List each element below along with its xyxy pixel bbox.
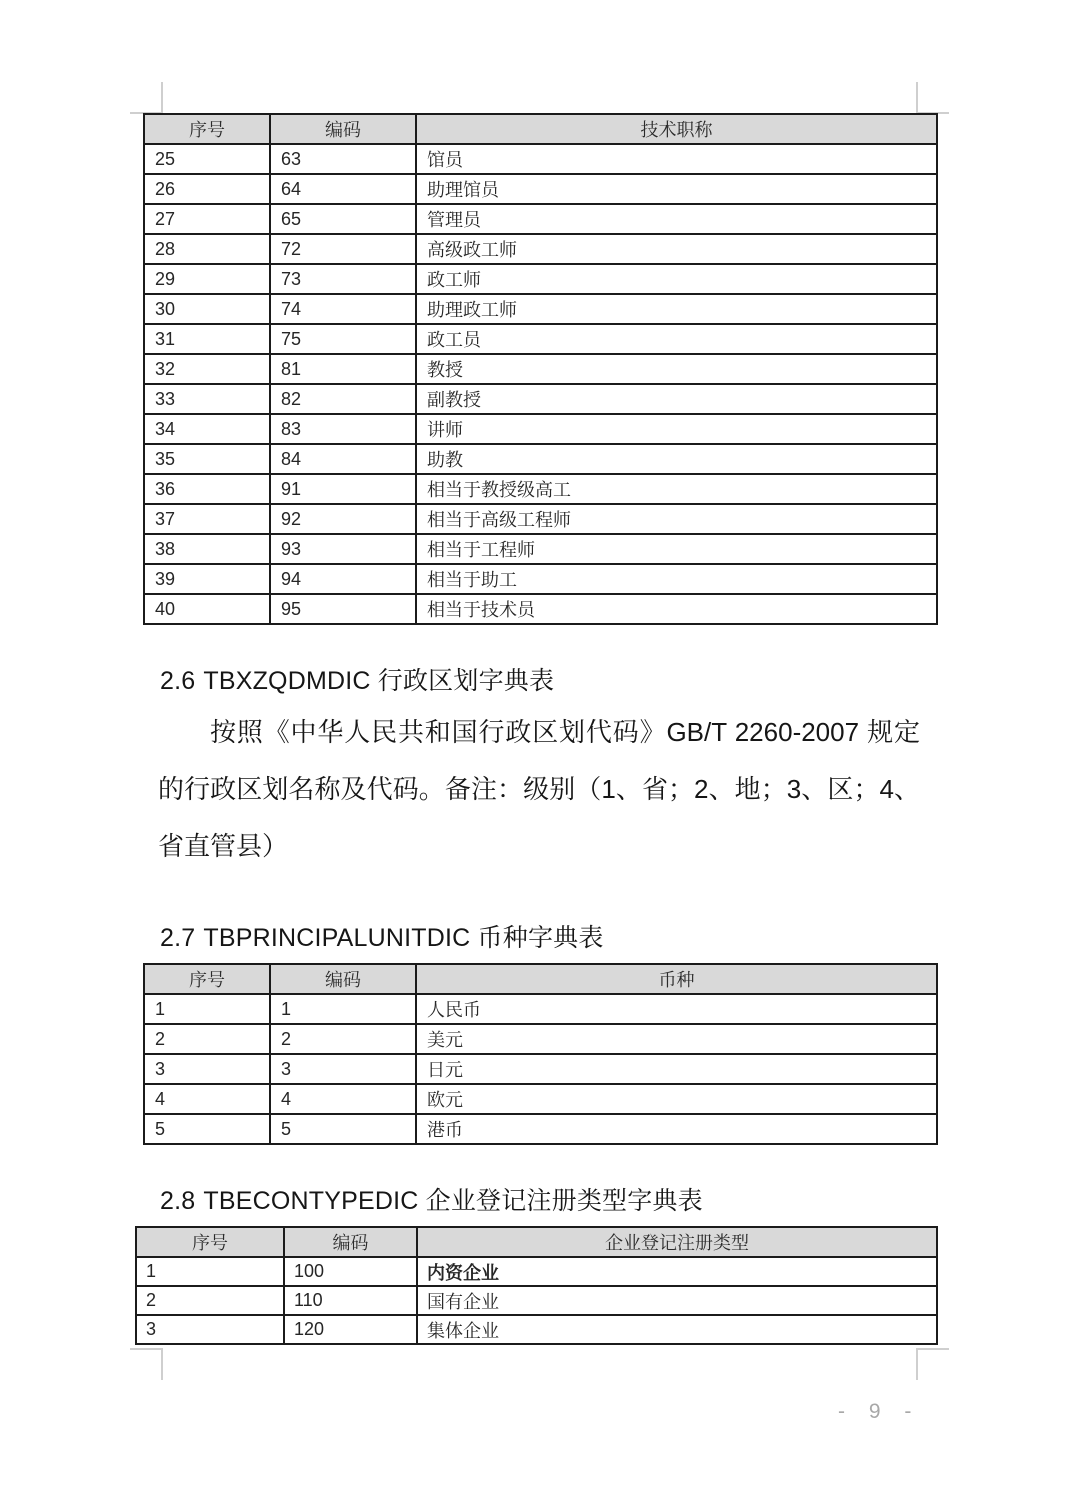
table-cell: 相当于教授级高工	[416, 474, 937, 504]
table-cell: 25	[144, 144, 270, 174]
table-cell: 65	[270, 204, 416, 234]
column-header: 编码	[270, 964, 416, 994]
table-cell: 29	[144, 264, 270, 294]
table-cell: 馆员	[416, 144, 937, 174]
currency-dictionary-table	[143, 963, 938, 1145]
table-cell: 相当于助工	[416, 564, 937, 594]
crop-mark-bottom-left	[130, 1348, 163, 1380]
table-row	[144, 1084, 937, 1114]
table-row	[144, 994, 937, 1024]
section-2-6-paragraph: 按照《中华人民共和国行政区划代码》GB/T 2260-2007 规定的行政区划名称及代码。备注：级别（1、省；2、地；3、区；4、省直管县）	[158, 717, 920, 861]
table-row	[144, 594, 937, 624]
table-cell: 1	[144, 994, 270, 1024]
section-heading-2-7	[160, 918, 604, 954]
table-cell: 64	[270, 174, 416, 204]
table-cell: 助教	[416, 444, 937, 474]
section-number: 2.8	[160, 1187, 196, 1215]
table-row	[144, 1054, 937, 1084]
column-header: 企业登记注册类型	[417, 1227, 937, 1257]
tech-titles-dictionary-table	[143, 113, 938, 625]
table-row	[144, 474, 937, 504]
table-row	[144, 414, 937, 444]
table-cell: 1	[270, 994, 416, 1024]
table-cell: 3	[136, 1315, 284, 1344]
table-cell: 37	[144, 504, 270, 534]
table-cell: 相当于高级工程师	[416, 504, 937, 534]
table-cell: 30	[144, 294, 270, 324]
table-cell: 3	[144, 1054, 270, 1084]
table-cell: 4	[144, 1084, 270, 1114]
table-cell: 94	[270, 564, 416, 594]
table-cell: 2	[144, 1024, 270, 1054]
table-row	[144, 324, 937, 354]
table-cell: 2	[270, 1024, 416, 1054]
table-cell: 3	[270, 1054, 416, 1084]
section-title: TBPRINCIPALUNITDIC 币种字典表	[203, 924, 604, 952]
table-cell: 4	[270, 1084, 416, 1114]
page-number: - 9 -	[838, 1400, 921, 1423]
section-heading-2-6	[160, 661, 554, 697]
table-cell: 港币	[416, 1114, 937, 1144]
table-cell: 84	[270, 444, 416, 474]
table-header-row	[144, 114, 937, 144]
table-cell: 36	[144, 474, 270, 504]
table-row	[144, 294, 937, 324]
table-cell: 73	[270, 264, 416, 294]
table-cell: 政工员	[416, 324, 937, 354]
table-cell: 72	[270, 234, 416, 264]
table-cell: 75	[270, 324, 416, 354]
table-cell: 35	[144, 444, 270, 474]
section-heading-2-8	[160, 1181, 703, 1217]
table-cell: 相当于技术员	[416, 594, 937, 624]
column-header: 序号	[136, 1227, 284, 1257]
table-cell: 74	[270, 294, 416, 324]
table-row	[136, 1257, 937, 1286]
table-cell: 92	[270, 504, 416, 534]
table-row	[144, 144, 937, 174]
column-header: 币种	[416, 964, 937, 994]
table-row	[136, 1315, 937, 1344]
table-cell: 人民币	[416, 994, 937, 1024]
crop-mark-top-left	[130, 82, 163, 114]
table-cell: 82	[270, 384, 416, 414]
crop-mark-top-right	[916, 82, 949, 114]
table-cell: 2	[136, 1286, 284, 1315]
table-row	[136, 1286, 937, 1315]
table-cell: 110	[284, 1286, 417, 1315]
table-cell: 政工师	[416, 264, 937, 294]
table-cell: 5	[270, 1114, 416, 1144]
table-cell: 国有企业	[417, 1286, 937, 1315]
table-cell: 相当于工程师	[416, 534, 937, 564]
table-row	[144, 264, 937, 294]
crop-mark-bottom-right	[916, 1348, 949, 1380]
table-cell: 32	[144, 354, 270, 384]
table-cell: 欧元	[416, 1084, 937, 1114]
table-cell: 助理馆员	[416, 174, 937, 204]
table-cell: 100	[284, 1257, 417, 1286]
table-cell: 40	[144, 594, 270, 624]
table-row	[144, 204, 937, 234]
table-cell: 1	[136, 1257, 284, 1286]
table-cell: 美元	[416, 1024, 937, 1054]
table-cell: 33	[144, 384, 270, 414]
table-row	[144, 504, 937, 534]
table-row	[144, 384, 937, 414]
table-cell: 26	[144, 174, 270, 204]
section-number: 2.7	[160, 924, 196, 952]
table-row	[144, 354, 937, 384]
table-cell: 38	[144, 534, 270, 564]
section-title: TBXZQDMDIC 行政区划字典表	[203, 667, 555, 695]
section-title: TBECONTYPEDIC 企业登记注册类型字典表	[203, 1187, 703, 1215]
table-cell: 副教授	[416, 384, 937, 414]
table-cell: 81	[270, 354, 416, 384]
column-header: 序号	[144, 964, 270, 994]
table-cell: 28	[144, 234, 270, 264]
table-row	[144, 234, 937, 264]
table-cell: 日元	[416, 1054, 937, 1084]
table-cell: 管理员	[416, 204, 937, 234]
table-cell: 助理政工师	[416, 294, 937, 324]
table-cell: 34	[144, 414, 270, 444]
table-cell: 集体企业	[417, 1315, 937, 1344]
table-cell: 讲师	[416, 414, 937, 444]
table-row	[144, 1024, 937, 1054]
table-row	[144, 1114, 937, 1144]
table-row	[144, 444, 937, 474]
column-header: 编码	[284, 1227, 417, 1257]
column-header: 序号	[144, 114, 270, 144]
table-header-row	[144, 964, 937, 994]
table-cell: 93	[270, 534, 416, 564]
table-cell: 教授	[416, 354, 937, 384]
table-row	[144, 534, 937, 564]
table-row	[144, 564, 937, 594]
table-cell: 内资企业	[417, 1257, 937, 1286]
table-cell: 31	[144, 324, 270, 354]
table-cell: 95	[270, 594, 416, 624]
column-header: 技术职称	[416, 114, 937, 144]
table-cell: 5	[144, 1114, 270, 1144]
table-cell: 高级政工师	[416, 234, 937, 264]
table-cell: 27	[144, 204, 270, 234]
table-cell: 91	[270, 474, 416, 504]
table-cell: 120	[284, 1315, 417, 1344]
table-header-row	[136, 1227, 937, 1257]
table-cell: 63	[270, 144, 416, 174]
table-cell: 83	[270, 414, 416, 444]
table-row	[144, 174, 937, 204]
table-cell: 39	[144, 564, 270, 594]
column-header: 编码	[270, 114, 416, 144]
section-number: 2.6	[160, 667, 196, 695]
enterprise-type-dictionary-table	[135, 1226, 938, 1345]
